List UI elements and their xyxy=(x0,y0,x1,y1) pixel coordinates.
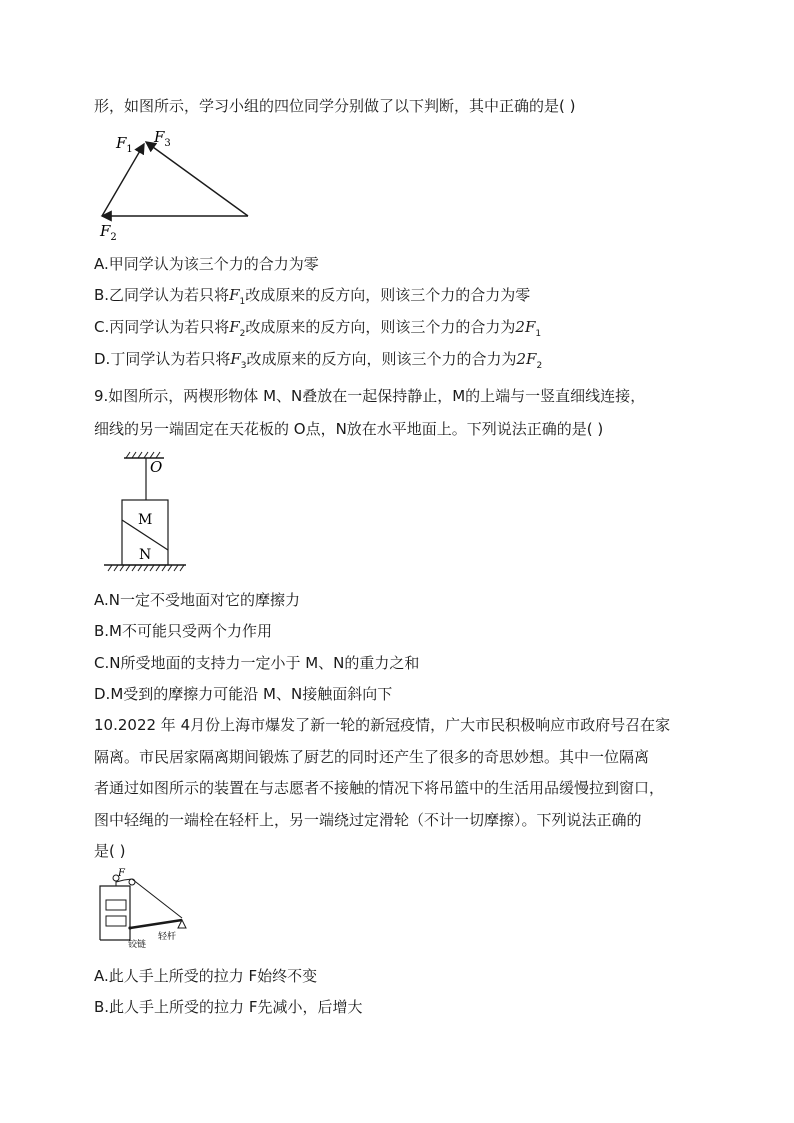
q9-stem-line2: 细线的另一端固定在天花板的 O点，N放在水平地面上。下列说法正确的是( ) xyxy=(94,420,604,438)
label-hinge: 铰链 xyxy=(128,940,147,950)
q8-option-d: D.丁同学认为若只将$F_3$改成原来的反方向，则该三个力的合力为$2F_2$ xyxy=(94,350,543,371)
pulley-rod-figure xyxy=(94,868,202,950)
q8-option-a: A.甲同学认为该三个力的合力为零 xyxy=(94,255,319,273)
label-n: N xyxy=(139,547,152,563)
light-rod xyxy=(130,920,182,928)
rope xyxy=(132,879,182,918)
building-outline xyxy=(100,886,130,940)
wedge-block-figure xyxy=(100,450,190,578)
q9-option-a: A.N一定不受地面对它的摩擦力 xyxy=(94,591,300,609)
label-f1: $F_1$ xyxy=(116,134,133,155)
label-f: F xyxy=(118,868,125,879)
q10-stem-line3: 者通过如图所示的装置在与志愿者不接触的情况下将吊篮中的生活用品缓慢拉到窗口， xyxy=(94,779,665,797)
q9-option-d: D.M受到的摩擦力可能沿 M、N接触面斜向下 xyxy=(94,685,393,703)
pulley xyxy=(129,879,135,885)
q9-option-c: C.N所受地面的支持力一定小于 M、N的重力之和 xyxy=(94,654,420,672)
q8-option-b: B.乙同学认为若只将$F_1$改成原来的反方向，则该三个力的合力为零 xyxy=(94,286,531,307)
q10-stem-line5: 是( ) xyxy=(94,842,126,860)
force-f1-arrow xyxy=(102,144,144,216)
q10-stem-line1: 10.2022 年 4月份上海市爆发了新一轮的新冠疫情，广大市民积极响应市政府号召在家 xyxy=(94,716,671,734)
q9-option-b: B.M不可能只受两个力作用 xyxy=(94,622,273,640)
label-f3: $F_3$ xyxy=(154,128,171,149)
hinge xyxy=(128,926,131,929)
q8-option-c: C.丙同学认为若只将$F_2$改成原来的反方向，则该三个力的合力为$2F_1$ xyxy=(94,318,542,339)
label-f2: $F_2$ xyxy=(100,222,117,243)
label-rod: 轻杆 xyxy=(158,932,177,942)
q10-stem-line4: 图中轻绳的一端栓在轻杆上，另一端绕过定滑轮（不计一切摩擦）。下列说法正确的 xyxy=(94,811,642,829)
q8-intro: 形，如图所示，学习小组的四位同学分别做了以下判断，其中正确的是( ) xyxy=(94,97,576,115)
q10-option-b: B.此人手上所受的拉力 F先减小，后增大 xyxy=(94,998,363,1016)
force-f3-arrow xyxy=(146,142,248,216)
q9-stem-line1: 9.如图所示，两楔形物体 M、N叠放在一起保持静止，M的上端与一竖直细线连接， xyxy=(94,387,646,405)
force-triangle-figure xyxy=(94,124,254,246)
q10-stem-line2: 隔离。市民居家隔离期间锻炼了厨艺的同时还产生了很多的奇思妙想。其中一位隔离 xyxy=(94,748,650,766)
label-m: M xyxy=(138,512,153,528)
label-o: O xyxy=(150,458,163,476)
q10-option-a: A.此人手上所受的拉力 F始终不变 xyxy=(94,967,318,985)
